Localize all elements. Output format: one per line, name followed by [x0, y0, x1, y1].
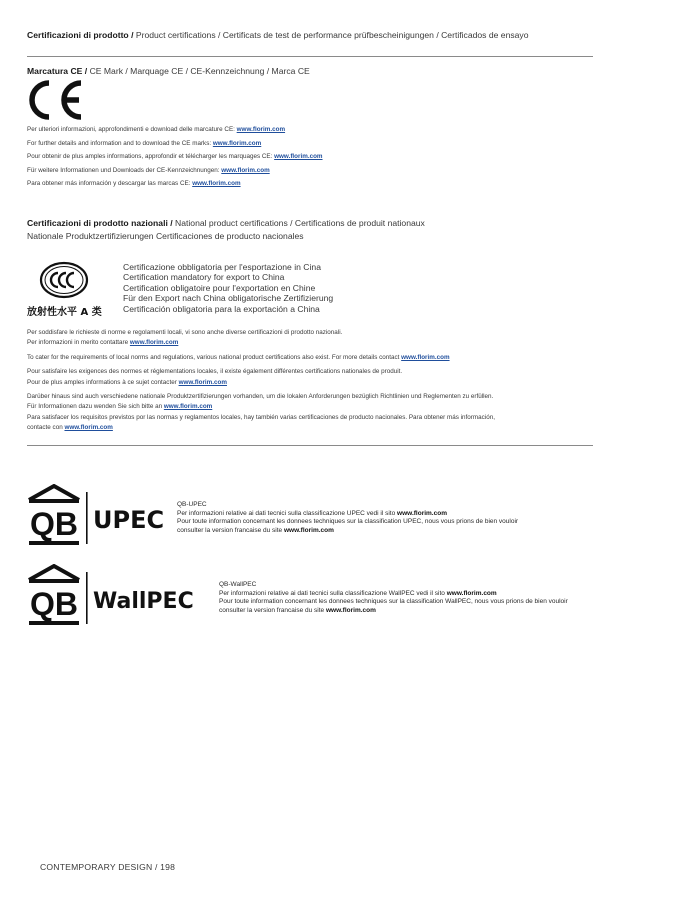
china-line-de: Für den Export nach China obligatorische Zertifizierung — [123, 293, 334, 304]
nat-fr-2: Pour de plus amples informations à ce sujet contacter www.florim.com — [27, 378, 227, 386]
florim-link[interactable]: www.florim.com — [397, 509, 447, 517]
florim-link[interactable]: www.florim.com — [212, 139, 262, 147]
florim-link[interactable]: www.florim.com — [192, 180, 241, 188]
china-requirement-list — [123, 262, 333, 314]
florim-link[interactable]: www.florim.com — [221, 166, 270, 174]
qb-house-icon — [27, 564, 212, 628]
china-line-fr: Certification obligatoire pour l'exportation en Chine — [123, 282, 316, 293]
ce-title-rest: CE Mark / Marquage CE / CE-Kennzeichnung / Marca CE — [87, 66, 310, 76]
wallpec-line-fr: Pour toute information concernant les donnees techniques sur la classification WallPEC, nous vous prions de bien vouloir — [219, 598, 568, 606]
wallpec-logo-label: WallPEC — [93, 589, 194, 614]
page-heading-rest: Product certifications / Certificats de test de performance prüfbescheinigungen / Certificados de ensayo — [133, 30, 529, 40]
ce-title-bold: Marcatura CE / — [27, 66, 88, 76]
page-heading — [27, 30, 529, 40]
nat-en-1: To cater for the requirements of local norms and regulations, various national product certifications also exist. For more details contact www.florim.com — [27, 353, 450, 361]
ce-mark-icon — [26, 79, 88, 121]
florim-link[interactable]: www.florim.com — [446, 589, 497, 597]
florim-link[interactable]: www.florim.com — [163, 403, 213, 411]
nat-fr-1: Pour satisfaire les exigences des normes et réglementations locales, il existe également différentes certifications nationales de produit. — [27, 368, 403, 376]
ce-info-line-es: Para obtener más información y descargar las marcas CE: www.florim.com — [27, 180, 241, 188]
ce-mark-logo — [26, 79, 88, 126]
national-title-bold: Certificazioni di prodotto nazionali / — [27, 218, 173, 228]
nat-es-2: contacte con www.florim.com — [27, 424, 113, 432]
ce-info-line-it: Per ulteriori informazioni, approfondimenti e download delle marcature CE: www.florim.com — [27, 126, 286, 133]
wallpec-info — [219, 581, 568, 615]
ce-section-title — [27, 66, 310, 76]
ce-info-line-fr: Pour obtenir de plus amples informations, approfondir et télécharger les marquages CE: www.florim.com — [27, 153, 323, 161]
florim-link[interactable]: www.florim.com — [178, 378, 227, 386]
florim-link[interactable]: www.florim.com — [64, 424, 113, 432]
florim-link[interactable]: www.florim.com — [236, 126, 286, 133]
wallpec-line-fr-2: consulter la version francaise du site www.florim.com — [219, 606, 376, 614]
qb-upec-logo — [27, 484, 177, 553]
nat-it-2: Per informazioni in merito contattare www.florim.com — [27, 339, 179, 347]
qb-house-icon — [27, 484, 177, 548]
national-info-text — [27, 328, 607, 434]
national-title-rest: National product certifications / Certifications de produit nationaux — [172, 218, 425, 228]
upec-info — [177, 501, 518, 535]
upec-title: QB-UPEC — [177, 501, 207, 508]
nat-de-2: Für Informationen dazu wenden Sie sich bitte an www.florim.com — [27, 403, 213, 411]
florim-link[interactable]: www.florim.com — [283, 526, 334, 534]
upec-line-fr: Pour toute information concernant les donnees techniques sur la classification UPEC, nous vous prions de bien vouloir — [177, 518, 519, 526]
china-line-it: Certificazione obbligatoria per l'esportazione in Cina — [123, 262, 321, 272]
national-title-line2: Nationale Produktzertifizierungen Certificaciones de producto nacionales — [27, 231, 304, 241]
china-line-es: Certificación obligatoria para la exportación a China — [123, 303, 320, 314]
ce-info-list — [27, 123, 323, 191]
ccc-mark-icon — [39, 261, 89, 299]
florim-link[interactable]: www.florim.com — [129, 339, 179, 347]
ce-info-line-en: For further details and information and to download the CE marks: www.florim.com — [27, 139, 262, 147]
nat-it-1: Per soddisfare le richieste di norme e regolamenti locali, vi sono anche diverse certificazioni di prodotto nazionali. — [27, 329, 343, 336]
ccc-caption: 放射性水平 A 类 — [27, 307, 102, 318]
national-section-title — [27, 217, 425, 243]
wallpec-title: QB-WallPEC — [219, 581, 257, 588]
ce-info-line-de: Für weitere Informationen und Downloads der CE-Kennzeichnungen: www.florim.com — [27, 166, 270, 174]
divider — [27, 445, 593, 446]
wallpec-line-it: Per informazioni relative ai dati tecnici sulla classificazione WallPEC vedi il sito www.florim.com — [219, 589, 497, 597]
qb-wallpec-logo — [27, 564, 212, 633]
page-heading-bold: Certificazioni di prodotto / — [27, 30, 134, 40]
qb-logo-text: QB — [30, 506, 78, 542]
florim-link[interactable]: www.florim.com — [401, 353, 450, 361]
nat-es-1: Para satisfacer los requisitos previstos por las normas y reglamentos locales, hay también varias certificaciones de producto nacionales. Para obtener más información, — [27, 413, 495, 421]
upec-line-it: Per informazioni relative ai dati tecnici sulla classificazione UPEC vedi il sito www.florim.com — [177, 509, 447, 517]
divider — [27, 56, 593, 57]
page-footer: CONTEMPORARY DESIGN / 198 — [40, 862, 176, 872]
upec-logo-label: UPEC — [93, 506, 165, 534]
nat-de-1: Darüber hinaus sind auch verschiedene nationale Produktzertifizierungen vorhanden, um die lokalen Anforderungen bezüglich Richtlinien und Reglementen zu erfüllen. — [27, 393, 494, 401]
qb-logo-text: QB — [30, 586, 78, 622]
upec-line-fr-2: consulter la version francaise du site www.florim.com — [177, 526, 334, 534]
ccc-logo — [39, 261, 89, 304]
florim-link[interactable]: www.florim.com — [274, 153, 323, 161]
florim-link[interactable]: www.florim.com — [325, 606, 376, 614]
china-line-en: Certification mandatory for export to China — [123, 272, 285, 283]
